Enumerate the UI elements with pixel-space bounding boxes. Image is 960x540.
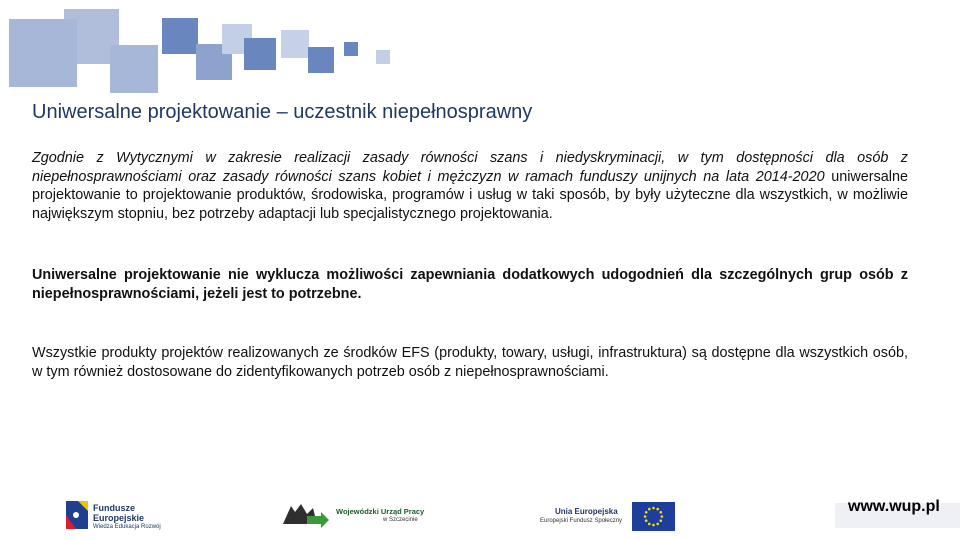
wup-sub: w Szczecinie	[383, 517, 418, 523]
fe-line2: Europejskie	[93, 513, 145, 523]
fe-sub: Wiedza Edukacja Rozwój	[93, 524, 161, 530]
website-url[interactable]: www.wup.pl	[848, 498, 940, 515]
fe-emblem-icon	[64, 497, 90, 533]
ue-sub: Europejski Fundusz Społeczny	[540, 518, 623, 524]
slide-title: Uniwersalne projektowanie – uczestnik niepełnosprawny	[32, 101, 533, 123]
paragraph-guidelines-regular: uniwersalne projektowanie to projektowanie produktów, środowiska, programów i usług w taki sposób, by były użyteczne dla wszystkich, w możliwie największym stopniu, bez potrzeby adaptacji lub specjalistycznego projektowania.	[32, 168, 908, 222]
paragraph-efs-products: Wszystkie produkty projektów realizowanych ze środków EFS (produkty, towary, usługi, infrastruktura) są dostępne dla wszystkich osób, w tym również dostosowane do zidentyfikowanych potrzeb osób z niepełnosprawnościami.	[32, 345, 908, 380]
ue-name: Unia Europejska	[555, 507, 618, 516]
paragraph-accommodations: Uniwersalne projektowanie nie wyklucza możliwości zapewniania dodatkowych udogodnień dla szczególnych grup osób z niepełnosprawnościami, jeżeli jest to potrzebne.	[32, 267, 908, 302]
paragraph-guidelines	[32, 149, 908, 223]
wup-name: Wojewódzki Urząd Pracy	[336, 507, 425, 516]
paragraph-guidelines-italic: Zgodnie z Wytycznymi w zakresie realizacji zasady równości szans i niedyskryminacji, w tym dostępności dla osób z niepełnosprawnościami oraz zasady równości szans kobiet i mężczyzn w ramach funduszy unijnych na lata 2014-2020	[32, 150, 908, 185]
eu-flag-icon	[632, 502, 675, 531]
wup-emblem-icon	[281, 500, 329, 528]
fe-line1: Fundusze	[93, 503, 135, 513]
